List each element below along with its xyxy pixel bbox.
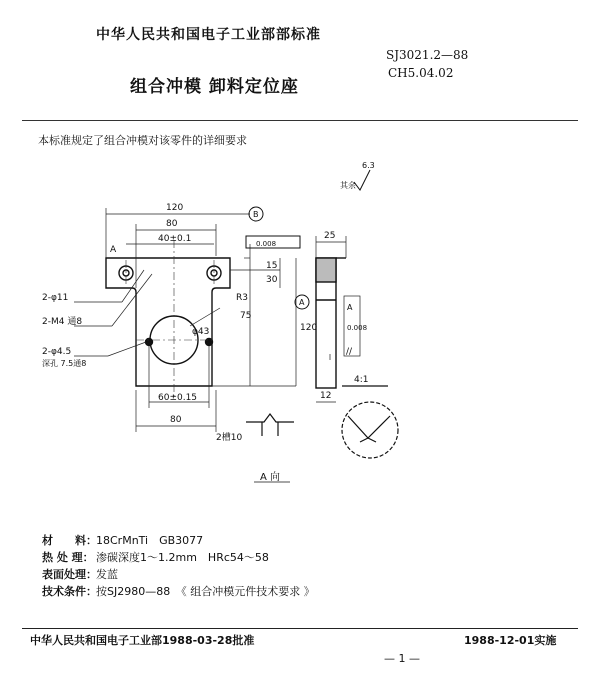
centerlines [126, 240, 216, 400]
spec-label: 技术条件： [42, 585, 97, 598]
classification-code: CH5.04.02 [388, 66, 454, 80]
page-number: — 1 — [384, 652, 420, 665]
effective-date: 1988-12-01实施 [464, 634, 557, 647]
roughness-value: 6.3 [362, 161, 375, 170]
note-holes-11: 2-φ11 [42, 293, 69, 303]
spec-value: 发蓝 [96, 568, 118, 581]
spec-label: 热 处 理： [42, 551, 94, 564]
note-m4: 2-M4 通8 [42, 317, 83, 327]
label-a: A [110, 245, 117, 255]
roughness-note: 其余 [340, 181, 356, 190]
dim-75: 75 [240, 311, 252, 321]
approval-note: 中华人民共和国电子工业部1988-03-28批准 [30, 634, 255, 647]
dim-60: 60±0.15 [158, 393, 198, 403]
spec-row-surface [42, 566, 315, 583]
dim-30: 30 [266, 275, 278, 285]
footer-divider [22, 628, 578, 629]
spec-value: 18CrMnTi GB3077 [96, 534, 204, 547]
spec-value: 渗碳深度1～1.2mm HRc54～58 [96, 551, 269, 564]
tolerance-value: 0.008 [256, 240, 277, 248]
datum-a: A [299, 298, 305, 307]
dim-radius: R3 [236, 293, 248, 303]
side-dim-25: 25 [324, 231, 336, 241]
side-datum: A [347, 303, 353, 312]
technical-drawing [40, 160, 585, 490]
note-holes-45: 2-φ4.5 [42, 347, 72, 357]
spec-label: 表面处理： [42, 568, 97, 581]
side-tolerance: 0.008 [347, 324, 368, 332]
standard-code: SJ3021.2—88 [386, 48, 469, 62]
specifications [42, 532, 315, 600]
spec-label: 材 料： [42, 534, 97, 547]
detail-view [342, 386, 398, 458]
dim-120-vertical: 120 [300, 323, 318, 333]
front-view [106, 258, 230, 386]
side-dim-12: 12 [320, 391, 332, 401]
view-label: A 向 [260, 472, 281, 483]
dim-bore: φ43 [192, 327, 210, 337]
roughness-symbol [354, 170, 370, 190]
note-pin-depth: 深孔 7.5通8 [42, 359, 87, 368]
datum-b: B [253, 210, 259, 219]
spec-row-material [42, 532, 315, 549]
dim-15: 15 [266, 261, 278, 271]
document-title: 组合冲模 卸料定位座 [130, 77, 299, 97]
groove-note: 2槽10 [216, 433, 243, 443]
scale-label: 4:1 [354, 375, 369, 385]
side-view [316, 258, 346, 388]
groove-section [246, 414, 294, 436]
side-parallel-symbol: // [346, 347, 353, 357]
dim-40: 40±0.1 [158, 234, 192, 244]
spec-value: 按SJ2980—88 《 组合冲模元件技术要求 》 [96, 585, 315, 598]
spec-row-heat-treatment [42, 549, 315, 566]
header-divider [22, 120, 578, 121]
dim-80-top: 80 [166, 219, 178, 229]
dim-80-bottom: 80 [170, 415, 182, 425]
intro-text: 本标准规定了组合冲模对该零件的详细要求 [38, 134, 247, 147]
dim-overall-width: 120 [166, 203, 184, 213]
spec-row-technical [42, 583, 315, 600]
issuing-organization: 中华人民共和国电子工业部部标准 [96, 27, 321, 43]
